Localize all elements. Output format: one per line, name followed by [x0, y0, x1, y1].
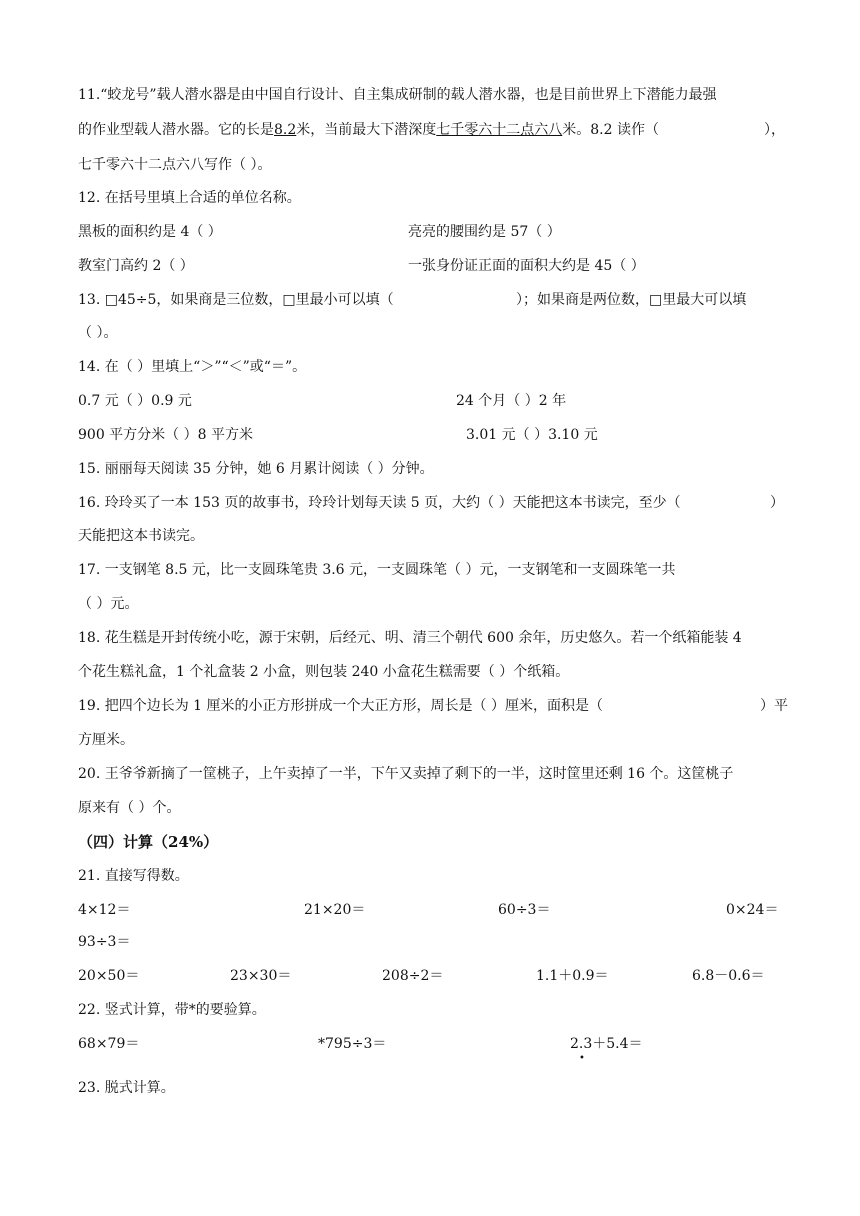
q11-text-e: 米。8.2 读作（	[562, 122, 659, 138]
q12-item-c: 教室门高约 2（ ）	[78, 258, 194, 274]
q22-item: 2.3＋5.4＝	[570, 1036, 643, 1052]
q11-length-value: 8.2	[274, 122, 297, 138]
q16-line1a: 16. 玲玲买了一本 153 页的故事书，玲玲计划每天读 5 页，大约（ ）天能把这本书读完，至少（	[78, 495, 681, 511]
q22-item: 68×79＝	[78, 1036, 140, 1052]
q21-r2-item: 93÷3＝	[78, 934, 131, 950]
q11-text-c: 米，当前最大下潜深度	[296, 122, 437, 138]
q20-line2: 原来有（ ）个。	[78, 800, 181, 816]
q19-line2: 方厘米。	[78, 732, 134, 748]
q12-item-a: 黑板的面积约是 4（ ）	[78, 224, 222, 240]
q18-line1: 18. 花生糕是开封传统小吃，源于宋朝，后经元、明、清三个朝代 600 余年，历史悠久。若一个纸箱能装 4	[78, 630, 742, 646]
q18-line2: 个花生糕礼盒，1 个礼盒装 2 小盒，则包装 240 小盒花生糕需要（ ）个纸箱。	[78, 664, 570, 680]
q19-line1b: ）平	[760, 698, 788, 714]
q14-item-b: 24 个月（ ）2 年	[456, 393, 567, 409]
q14-title: 14. 在（ ）里填上“＞”“＜”或“＝”。	[78, 359, 307, 375]
q12-item-d: 一张身份证正面的面积大约是 45（ ）	[408, 258, 645, 274]
section-4-heading: （四）计算（24%）	[78, 833, 219, 851]
q13-line1a: 13. □45÷5，如果商是三位数，□里最小可以填（	[78, 292, 394, 308]
q21-r1-item: 21×20＝	[304, 902, 366, 918]
q16-line1b: ）	[770, 495, 784, 511]
q21-r1-item: 4×12＝	[78, 902, 131, 918]
q11-line3: 七千零六十二点六八写作（ ）。	[78, 157, 272, 173]
q21-r3-item: 208÷2＝	[382, 968, 444, 984]
q11-depth-words: 七千零六十二点六八	[436, 122, 563, 138]
q19-line1a: 19. 把四个边长为 1 厘米的小正方形拼成一个大正方形，周长是（ ）厘米，面积是（	[78, 698, 603, 714]
q11-line1: 11.“蛟龙号”载人潜水器是由中国自行设计、自主集成研制的载人潜水器，也是目前世界上下潜能力最强	[78, 87, 717, 103]
q21-r3-item: 23×30＝	[230, 968, 292, 984]
q21-r3-item: 1.1＋0.9＝	[536, 968, 609, 984]
q21-r3-item: 20×50＝	[78, 968, 140, 984]
q13-line2: （ ）。	[78, 325, 118, 341]
q12-title: 12. 在括号里填上合适的单位名称。	[78, 190, 301, 206]
q11-answer-close: ），	[764, 122, 785, 138]
q13-line1b: ）；如果商是两位数，□里最大可以填	[516, 292, 747, 308]
repeating-decimal-dot: •	[579, 1053, 585, 1064]
q21-r1-item: 0×24＝	[726, 902, 779, 918]
q21-title: 21. 直接写得数。	[78, 868, 189, 884]
q21-r1-item: 60÷3＝	[498, 902, 551, 918]
q14-item-a: 0.7 元（ ）0.9 元	[78, 393, 192, 409]
q11-text-a: 的作业型载人潜水器。它的长是	[78, 122, 274, 138]
q22-title: 22. 竖式计算，带*的要验算。	[78, 1002, 266, 1018]
q12-item-b: 亮亮的腰围约是 57（ ）	[408, 224, 561, 240]
q17-line1: 17. 一支钢笔 8.5 元，比一支圆珠笔贵 3.6 元，一支圆珠笔（ ）元，一支钢笔和一支圆珠笔一共	[78, 562, 676, 578]
q21-r3-item: 6.8－0.6＝	[692, 968, 765, 984]
q22-item: *795÷3＝	[318, 1036, 387, 1052]
q20-line1: 20. 王爷爷新摘了一筐桃子，上午卖掉了一半，下午又卖掉了剩下的一半，这时筐里还剩 16 个。这筐桃子	[78, 766, 734, 782]
q14-item-d: 3.01 元（ ）3.10 元	[466, 427, 598, 443]
q17-line2: （ ）元。	[78, 596, 139, 612]
q15: 15. 丽丽每天阅读 35 分钟，她 6 月累计阅读（ ）分钟。	[78, 461, 434, 477]
q14-item-c: 900 平方分米（ ）8 平方米	[78, 427, 253, 443]
q11-line2	[78, 120, 659, 140]
q23-title: 23. 脱式计算。	[78, 1080, 175, 1096]
q16-line2: 天能把这本书读完。	[78, 528, 204, 544]
